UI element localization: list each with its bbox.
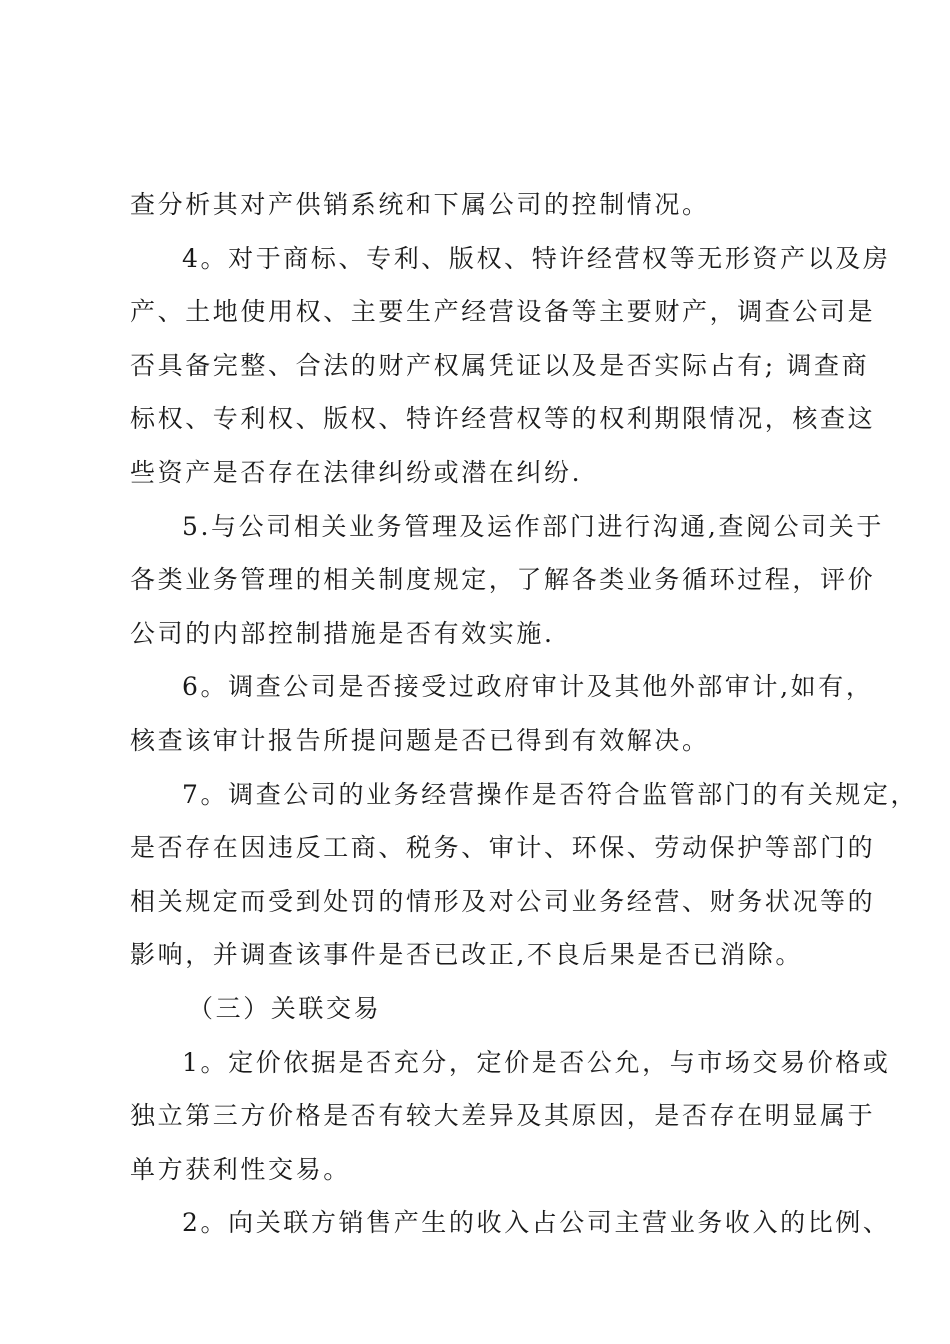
text-line: 相关规定而受到处罚的情形及对公司业务经营、财务状况等的	[130, 886, 876, 916]
document-body	[130, 178, 919, 1250]
text-line: 否具备完整、合法的财产权属凭证以及是否实际占有; 调查商	[130, 350, 870, 380]
text-line: 1。定价依据是否充分，定价是否公允，与市场交易价格或	[182, 1047, 891, 1077]
text-line: 是否存在因违反工商、税务、审计、环保、劳动保护等部门的	[130, 833, 876, 863]
text-line: 6。调查公司是否接受过政府审计及其他外部审计,如有，	[182, 672, 874, 702]
text-line: 7。调查公司的业务经营操作是否符合监管部门的有关规定，	[182, 779, 919, 809]
text-line: 查分析其对产供销系统和下属公司的控制情况。	[130, 190, 710, 219]
text-line: 4。对于商标、专利、版权、特许经营权等无形资产以及房	[182, 243, 891, 273]
text-line: 单方获利性交易。	[130, 1154, 351, 1184]
text-line: 核查该审计报告所提问题是否已得到有效解决。	[130, 725, 710, 755]
section-heading: （三）关联交易	[188, 993, 382, 1023]
text-line: 产、土地使用权、主要生产经营设备等主要财产，调查公司是	[130, 297, 876, 327]
text-line: 影响，并调查该事件是否已改正,不良后果是否已消除。	[130, 940, 803, 970]
text-line: 公司的内部控制措施是否有效实施.	[130, 618, 555, 648]
text-line: 独立第三方价格是否有较大差异及其原因，是否存在明显属于	[130, 1101, 876, 1131]
text-line: 5.与公司相关业务管理及运作部门进行沟通,查阅公司关于	[182, 511, 885, 541]
text-line: 些资产是否存在法律纠纷或潜在纠纷.	[130, 457, 583, 487]
text-line: 标权、专利权、版权、特许经营权等的权利期限情况，核查这	[130, 404, 876, 434]
text-line: 各类业务管理的相关制度规定，了解各类业务循环过程，评价	[130, 565, 876, 595]
text-line: 2。向关联方销售产生的收入占公司主营业务收入的比例、	[182, 1208, 891, 1238]
